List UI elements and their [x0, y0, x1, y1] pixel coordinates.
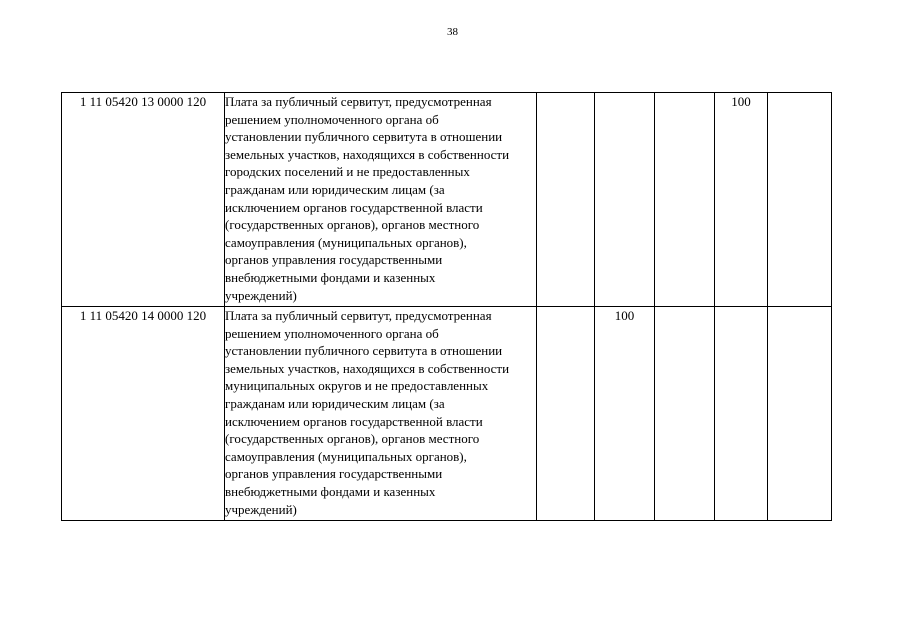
- description-line: самоуправления (муниципальных органов),: [225, 234, 467, 250]
- table-row: [62, 307, 832, 521]
- value-cell: [595, 93, 655, 307]
- value-cell: [768, 307, 832, 521]
- description-line: (государственных органов), органов местного: [225, 217, 480, 233]
- description-cell: [225, 93, 537, 307]
- description-line: Плата за публичный сервитут, предусмотренная: [225, 94, 492, 109]
- description-line: (государственных органов), органов местного: [225, 431, 480, 447]
- page-number: 38: [447, 26, 458, 38]
- description-line: органов управления государственными: [225, 252, 443, 268]
- description-cell: [225, 307, 537, 521]
- description-line: муниципальных округов и не предоставленных: [225, 378, 489, 394]
- description-line: городских поселений и не предоставленных: [225, 164, 470, 180]
- description-line: гражданам или юридическим лицам (за: [225, 395, 445, 411]
- description-line: самоуправления (муниципальных органов),: [225, 448, 467, 464]
- value-cell: 100: [715, 93, 768, 307]
- description-line: установлении публичного сервитута в отношении: [225, 343, 503, 359]
- description-line: решением уполномоченного органа об: [225, 325, 439, 341]
- description-line: исключением органов государственной власти: [225, 413, 483, 429]
- revenue-codes-table: [61, 92, 832, 521]
- description-line: земельных участков, находящихся в собственности: [225, 146, 510, 162]
- value-cell: [537, 93, 595, 307]
- value-cell: [537, 307, 595, 521]
- value-cell: [655, 307, 715, 521]
- description-line: внебюджетными фондами и казенных: [225, 269, 436, 285]
- value-cell: [655, 93, 715, 307]
- description-line: установлении публичного сервитута в отношении: [225, 129, 503, 145]
- description-line: учреждений): [225, 287, 297, 303]
- description-line: исключением органов государственной власти: [225, 199, 483, 215]
- description-line: гражданам или юридическим лицам (за: [225, 181, 445, 197]
- table-row: [62, 93, 832, 307]
- description-line: органов управления государственными: [225, 466, 443, 482]
- description-line: учреждений): [225, 501, 297, 517]
- revenue-code-cell: 1 11 05420 13 0000 120: [62, 93, 225, 307]
- description-line: земельных участков, находящихся в собственности: [225, 360, 510, 376]
- description-line: внебюджетными фондами и казенных: [225, 483, 436, 499]
- value-cell: [768, 93, 832, 307]
- value-cell: 100: [595, 307, 655, 521]
- revenue-code-cell: 1 11 05420 14 0000 120: [62, 307, 225, 521]
- description-line: решением уполномоченного органа об: [225, 111, 439, 127]
- description-line: Плата за публичный сервитут, предусмотренная: [225, 308, 492, 323]
- value-cell: [715, 307, 768, 521]
